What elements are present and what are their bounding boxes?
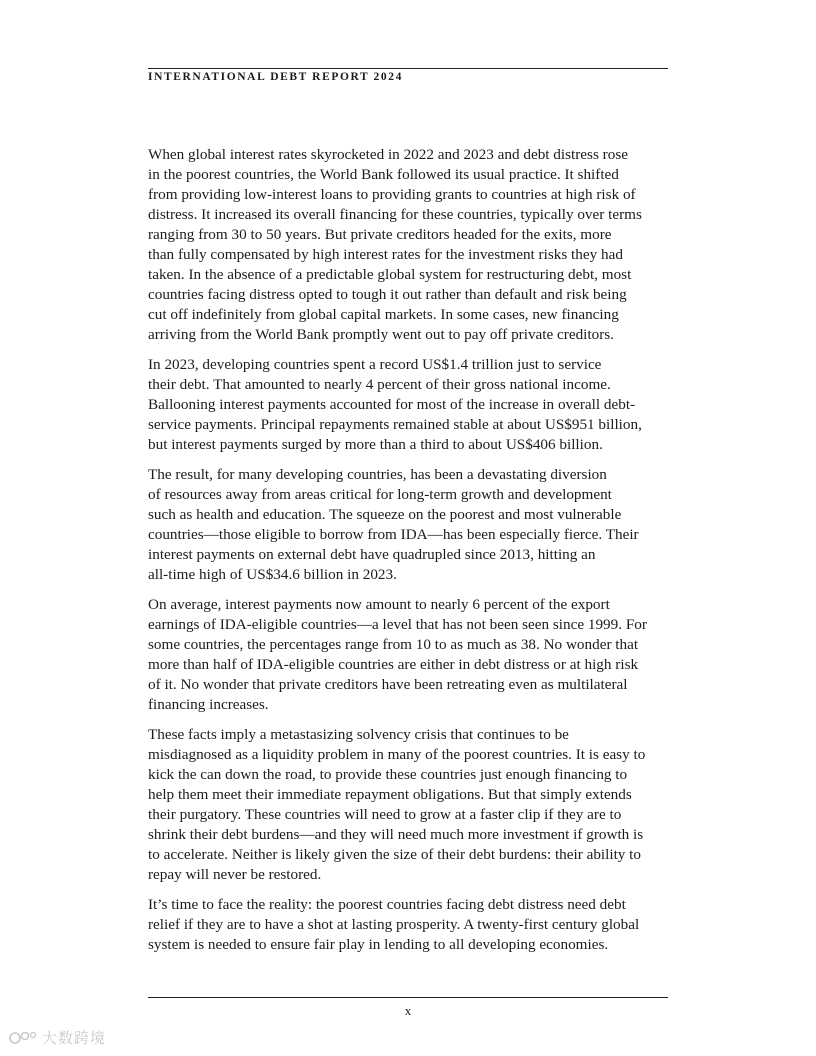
- footer-rule: [148, 997, 668, 998]
- text-line: It’s time to face the reality: the poorest countries facing debt distress need debt: [148, 896, 626, 913]
- text-line: their purgatory. These countries will need to grow at a faster clip if they are to: [148, 806, 622, 823]
- text-line: in the poorest countries, the World Bank followed its usual practice. It shifted: [148, 166, 619, 183]
- watermark-logo-icon: [8, 1029, 38, 1047]
- text-line: misdiagnosed as a liquidity problem in many of the poorest countries. It is easy to: [148, 746, 646, 763]
- page-number: x: [404, 1003, 412, 1018]
- text-line: shrink their debt burdens—and they will need much more investment if growth is: [148, 826, 644, 843]
- text-line: of resources away from areas critical for long-term growth and development: [148, 486, 612, 503]
- watermark: [8, 1027, 106, 1048]
- text-line: their debt. That amounted to nearly 4 percent of their gross national income.: [148, 376, 611, 393]
- header-rule: [148, 68, 668, 69]
- text-line: ranging from 30 to 50 years. But private creditors headed for the exits, more: [148, 226, 612, 243]
- paragraph: [148, 595, 668, 715]
- text-line: relief if they are to have a shot at lasting prosperity. A twenty-first century global: [148, 916, 640, 933]
- text-line: arriving from the World Bank promptly went out to pay off private creditors.: [148, 326, 614, 343]
- text-line: countries facing distress opted to tough it out rather than default and risk being: [148, 286, 627, 303]
- paragraph: [148, 145, 668, 345]
- paragraph: [148, 895, 668, 955]
- text-line: system is needed to ensure fair play in lending to all developing economies.: [148, 936, 609, 953]
- text-line: from providing low-interest loans to providing grants to countries at high risk of: [148, 186, 636, 203]
- text-line: When global interest rates skyrocketed in 2022 and 2023 and debt distress rose: [148, 146, 628, 163]
- text-line: kick the can down the road, to provide these countries just enough financing to: [148, 766, 628, 783]
- text-line: taken. In the absence of a predictable global system for restructuring debt, most: [148, 266, 632, 283]
- paragraph: [148, 465, 668, 585]
- paragraph: [148, 355, 668, 455]
- text-line: all-time high of US$34.6 billion in 2023.: [148, 566, 397, 583]
- watermark-text: 大数跨境: [42, 1029, 107, 1047]
- text-line: In 2023, developing countries spent a record US$1.4 trillion just to service: [148, 356, 602, 373]
- text-line: interest payments on external debt have quadrupled since 2013, hitting an: [148, 546, 596, 563]
- text-line: repay will never be restored.: [148, 866, 322, 883]
- text-line: On average, interest payments now amount to nearly 6 percent of the export: [148, 596, 610, 613]
- text-line: cut off indefinitely from global capital markets. In some cases, new financing: [148, 306, 619, 323]
- text-line: more than half of IDA-eligible countries are either in debt distress or at high risk: [148, 656, 639, 673]
- text-line: help them meet their immediate repayment obligations. But that simply extends: [148, 786, 632, 803]
- text-line: such as health and education. The squeeze on the poorest and most vulnerable: [148, 506, 622, 523]
- text-line: countries—those eligible to borrow from IDA—has been especially fierce. Their: [148, 526, 639, 543]
- text-line: These facts imply a metastasizing solvency crisis that continues to be: [148, 726, 569, 743]
- paragraph: [148, 725, 668, 885]
- text-line: but interest payments surged by more than a third to about US$406 billion.: [148, 436, 603, 453]
- text-line: to accelerate. Neither is likely given the size of their debt burdens: their ability to: [148, 846, 642, 863]
- text-line: Ballooning interest payments accounted for most of the increase in overall debt-: [148, 396, 636, 413]
- text-line: financing increases.: [148, 696, 269, 713]
- text-line: earnings of IDA-eligible countries—a level that has not been seen since 1999. For: [148, 616, 647, 633]
- text-line: The result, for many developing countries, has been a devastating diversion: [148, 466, 607, 483]
- text-line: service payments. Principal repayments remained stable at about US$951 billion,: [148, 416, 642, 433]
- running-header: INTERNATIONAL DEBT REPORT 2024: [148, 71, 403, 83]
- text-line: of it. No wonder that private creditors have been retreating even as multilateral: [148, 676, 628, 693]
- text-line: than fully compensated by high interest rates for the investment risks they had: [148, 246, 623, 263]
- text-line: some countries, the percentages range from 10 to as much as 38. No wonder that: [148, 636, 639, 653]
- body-text: [148, 145, 668, 965]
- text-line: distress. It increased its overall financing for these countries, typically over terms: [148, 206, 642, 223]
